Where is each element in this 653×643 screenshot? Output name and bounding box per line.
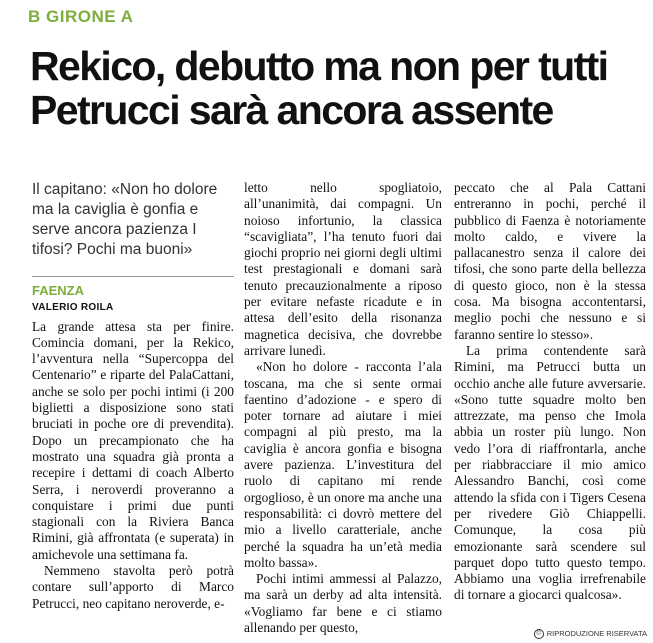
headline	[30, 44, 650, 132]
paragraph: Pochi intimi ammessi al Palazzo, ma sarà un derby ad alta intensità. «Vogliamo far bene e ci stiamo allenando per questo,	[244, 571, 442, 636]
paragraph: Nemmeno stavolta però potrà contare sull’apporto di Marco Petrucci, neo capitano neroverde, e-	[32, 563, 234, 611]
byline-author: VALERIO ROILA	[32, 302, 114, 314]
headline-line-2: Petrucci sarà ancora assente	[30, 87, 553, 133]
article-column-2	[244, 180, 442, 636]
paragraph: letto nello spogliatoio, all’unanimità, dai compagni. Un noioso infortunio, la classica “scavigliata”, l’ha tenuto fuori dai giochi proprio nei giorni degli ultimi test prestagionali e domani sarà tenuto precauzionalmente a riposo per evitare nefaste ricadute e in attesa dell’esito della risonanza magnetica decisiva, che dovrebbe arrivare lunedì.	[244, 180, 442, 358]
divider	[32, 276, 234, 277]
paragraph: «Non ho dolore - racconta l’ala toscana, ma che si sente ormai faentino d’adozione - e spero di poter tornare ad aiutare i miei compagni al più presto, ma la caviglia è ancora gonfia e bisogna avere pazienza. L’investitura del ruolo di capitano mi rende orgoglioso, è un onore ma anche una responsabilità: ci dovrò mettere del mio a livello caratteriale, anche perché la squadra ha un’età media molto bassa».	[244, 359, 442, 570]
paragraph: La prima contendente sarà Rimini, ma Petrucci butta un occhio anche alle future avversarie. «Sono tutte squadre molto ben attrezzate, ma penso che Imola abbia un roster più lungo. Non vedo l’ora di riaffrontarla, anche per riabbracciare il mio amico Alessandro Banchi, così come attendo la sfida con i Tigers Cesena per rivedere Giò Chiappelli. Comunque, la cosa più emozionante sarà scendere sul parquet dopo tutto questo tempo. Abbiamo una voglia irrefrenabile di tornare a giocarci qualcosa».	[454, 342, 646, 603]
copyright-icon: ©	[534, 629, 544, 639]
copyright-notice	[534, 629, 647, 639]
dateline-place: FAENZA	[32, 283, 84, 298]
paragraph: La grande attesa sta per finire. Comincia domani, per la Rekico, l’avventura nella “Supercoppa del Centenario” e riparte del PalaCattani, anche se solo per pochi intimi (i 200 biglietti a disposizione sono stati bruciati in poche ore di prevendita). Dopo un precampionato che ha mostrato una squadra già pronta a recepire i dettami di coach Alberto Serra, i neroverdi proveranno a conquistare i primi due punti stagionali con la Riviera Banca Rimini, già affrontata (e superata) in amichevole una settimana fa.	[32, 318, 234, 562]
headline-line-1: Rekico, debutto ma non per tutti	[30, 43, 608, 89]
summary-standfirst: Il capitano: «Non ho dolore ma la caviglia è gonfia e serve ancora pazienza I tifosi? Pochi ma buoni»	[32, 181, 218, 258]
section-kicker: B GIRONE A	[28, 7, 134, 26]
paragraph: peccato che al Pala Cattani entreranno in pochi, perché il pubblico di Faenza è notoriamente molto caldo, e vivere la pallacanestro senza il calore dei tifosi, che sono parte della bellezza di questo gioco, non è la stessa cosa. Ma bisogna accontentarsi, meglio pochi che nessuno e si faranno sentire lo stesso».	[454, 180, 646, 342]
article-column-3	[454, 180, 646, 604]
article-column-1	[32, 180, 234, 612]
copyright-text: RIPRODUZIONE RISERVATA	[546, 628, 647, 638]
